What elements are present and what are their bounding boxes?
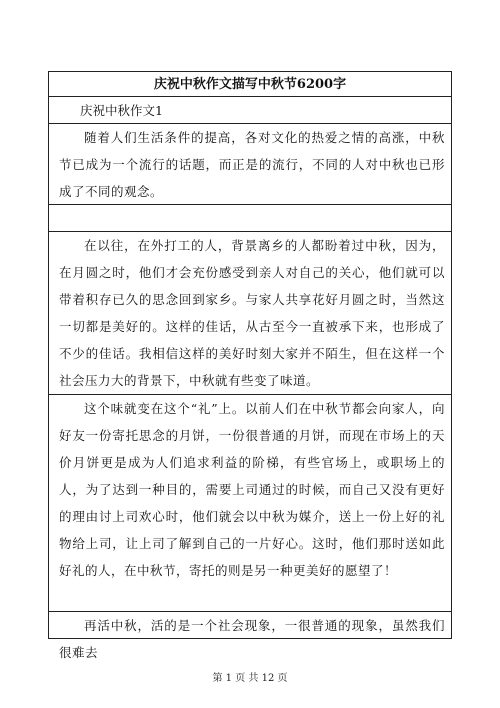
paragraph-3: 这个味就变在这个“礼”上。以前人们在中秋节都会向家人，向好友一份寄托思念的月饼，一份很普通的月饼，而现在市场上的天价月饼更是成为人们追求利益的阶梯，有些官场上，或职场上的人，为了达到一种目的，需要上司通过的时候，而自己又没有更好的理由讨上司欢心时，他们就会以中秋为媒介，送上一份上好的礼物给上司，让上司了解到自己的一片好心。这时，他们那时送如此好礼的人，在中秋节，寄托的则是另一种更美好的愿望了！: [49, 395, 451, 612]
paragraph-4: 再活中秋，活的是一个社会现象，一很普通的现象，虽然我们很难去: [49, 612, 451, 639]
document-title: 庆祝中秋作文描写中秋节6200字: [49, 72, 451, 97]
section-subtitle: 庆祝中秋作文1: [49, 97, 451, 124]
content-table: [48, 71, 452, 660]
paragraph-1: 随着人们生活条件的提高，各对文化的热爱之情的高涨，中秋节已成为一个流行的话题，而正是的流行，不同的人对中秋也已形成了不同的观念。: [49, 124, 451, 205]
blank-row: [49, 205, 451, 232]
page-footer: 第 1 页 共 12 页: [212, 673, 288, 684]
paragraph-2: 在以往，在外打工的人，背景离乡的人都盼着过中秋，因为，在月圆之时，他们才会充份感受到亲人对自己的关心，他们就可以带着积存已久的思念回到家乡。与家人共享花好月圆之时，当然这一切都是美好的。这样的佳话，从古至今一直被承下来，也形成了不少的佳话。我相信这样的美好时刻大家并不陌生，但在这样一个社会压力大的背景下，中秋就有些变了味道。: [49, 232, 451, 395]
